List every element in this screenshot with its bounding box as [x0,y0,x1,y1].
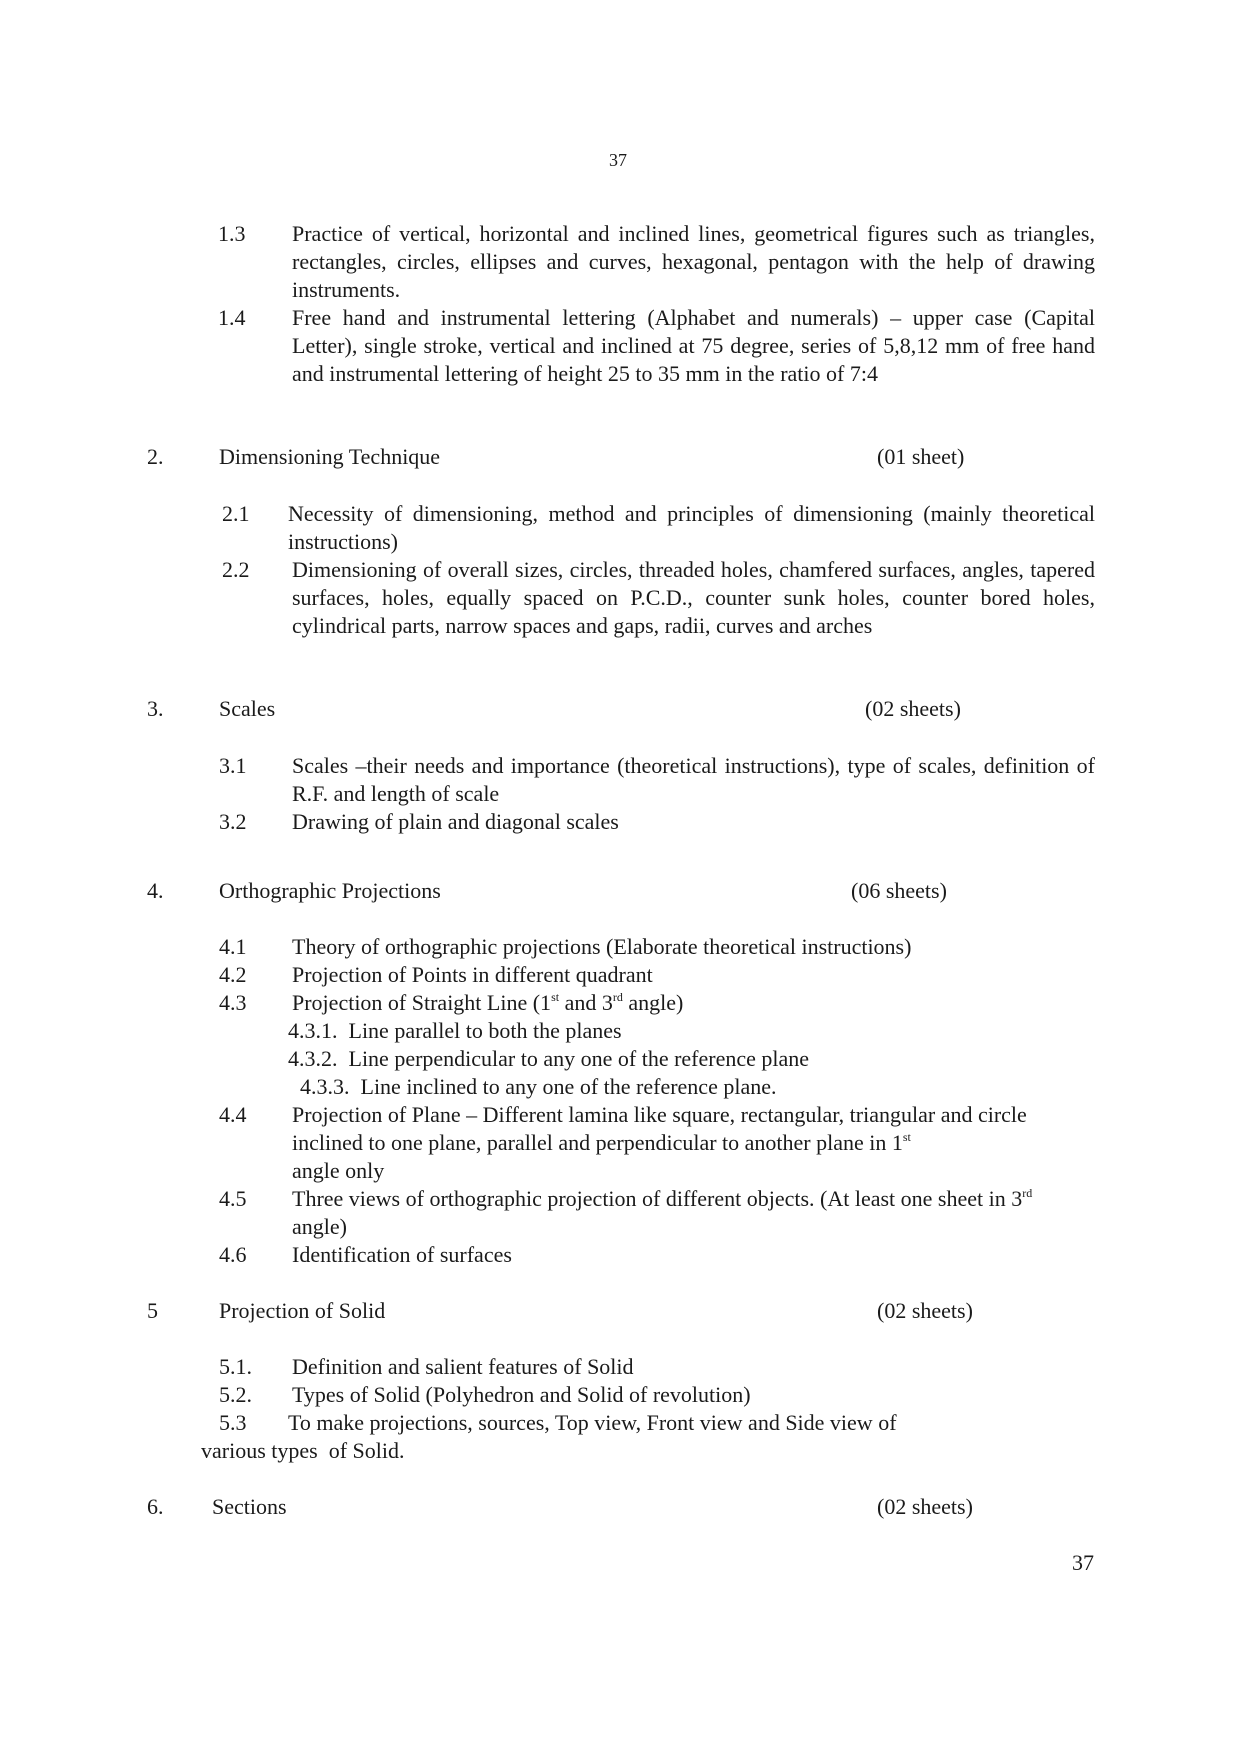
section-title: Sections [212,1494,287,1519]
subitem-text: 4.3.1. Line parallel to both the planes [288,1018,622,1043]
item-number: 5.1. [219,1354,252,1379]
item-text: Dimensioning of overall sizes, circles, threaded holes, chamfered surfaces, angles, tapered surfaces, holes, equally spaced on P.C.D., counter sunk holes, counter bored holes, cylindrical parts, narrow spaces and gaps, radii, curves and arches [292,557,1095,638]
item-number: 5.3 [219,1410,247,1435]
item-number: 4.2 [219,962,247,987]
section-sheets: (02 sheets) [865,696,961,721]
item-number: 5.2. [219,1382,252,1407]
item-text [292,1185,1092,1241]
item-number: 1.3 [218,221,246,246]
item-text: Scales –their needs and importance (theoretical instructions), type of scales, definition of R.F. and length of scale [292,753,1095,806]
section-number: 5 [147,1298,158,1323]
item-text: Free hand and instrumental lettering (Alphabet and numerals) – upper case (Capital Letter), single stroke, vertical and inclined at 75 degree, series of 5,8,12 mm of free hand and instrumental lettering of height 25 to 35 mm in the ratio of 7:4 [292,305,1095,386]
section-title: Dimensioning Technique [219,444,441,469]
item-text: Theory of orthographic projections (Elaborate theoretical instructions) [292,934,912,959]
header-page-number: 37 [609,150,627,170]
subitem-text: 4.3.2. Line perpendicular to any one of the reference plane [288,1046,810,1071]
item-number: 3.2 [219,809,247,834]
section-title: Projection of Solid [219,1298,386,1323]
item-text: Drawing of plain and diagonal scales [292,809,619,834]
item-number: 4.4 [219,1102,247,1127]
text-fragment: Projection of Plane – Different lamina like square, rectangular, triangular and circle inclined to one plane, parallel and perpendicular to another plane in 1 [292,1102,1027,1155]
text-fragment: and 3 [559,990,613,1015]
section-title: Scales [219,696,276,721]
item-number: 4.1 [219,934,247,959]
text-fragment: angle only [292,1158,385,1183]
item-text: Practice of vertical, horizontal and inclined lines, geometrical figures such as triangles, rectangles, circles, ellipses and curves, hexagonal, pentagon with the help of drawing instruments. [292,221,1095,302]
item-text: Projection of Points in different quadrant [292,962,653,987]
superscript: rd [612,990,623,1004]
section-number: 2. [147,444,164,469]
section-sheets: (02 sheets) [877,1494,973,1519]
section-number: 6. [147,1494,164,1519]
item-text: Types of Solid (Polyhedron and Solid of revolution) [292,1382,751,1407]
item-number: 4.5 [219,1186,247,1211]
section-title: Orthographic Projections [219,878,441,903]
text-fragment: angle) [292,1214,347,1239]
text-fragment: Projection of Straight Line (1 [292,990,552,1015]
superscript: rd [1022,1186,1033,1200]
item-number: 3.1 [219,753,247,778]
item-text: Necessity of dimensioning, method and principles of dimensioning (mainly theoretical instructions) [288,501,1095,554]
text-fragment: angle) [622,990,684,1015]
item-number: 2.2 [222,557,250,582]
item-number: 2.1 [222,501,250,526]
item-text [292,1101,1077,1185]
section-sheets: (01 sheet) [877,444,965,469]
item-number: 4.3 [219,990,247,1015]
item-text [292,989,683,1017]
footer-page-number: 37 [1072,1550,1094,1575]
item-number: 4.6 [219,1242,247,1267]
section-number: 3. [147,696,164,721]
item-text: Identification of surfaces [292,1242,512,1267]
subitem-text: 4.3.3. Line inclined to any one of the reference plane. [300,1074,777,1099]
superscript: st [551,990,560,1004]
section-sheets: (06 sheets) [851,878,947,903]
section-sheets: (02 sheets) [877,1298,973,1323]
item-text: Definition and salient features of Solid [292,1354,634,1379]
text-fragment: Three views of orthographic projection of different objects. (At least one sheet in 3 [292,1186,1023,1211]
item-text-continued: various types of Solid. [201,1438,405,1463]
item-text: To make projections, sources, Top view, Front view and Side view of [288,1410,897,1435]
section-number: 4. [147,878,164,903]
superscript: st [902,1130,911,1144]
item-number: 1.4 [218,305,246,330]
